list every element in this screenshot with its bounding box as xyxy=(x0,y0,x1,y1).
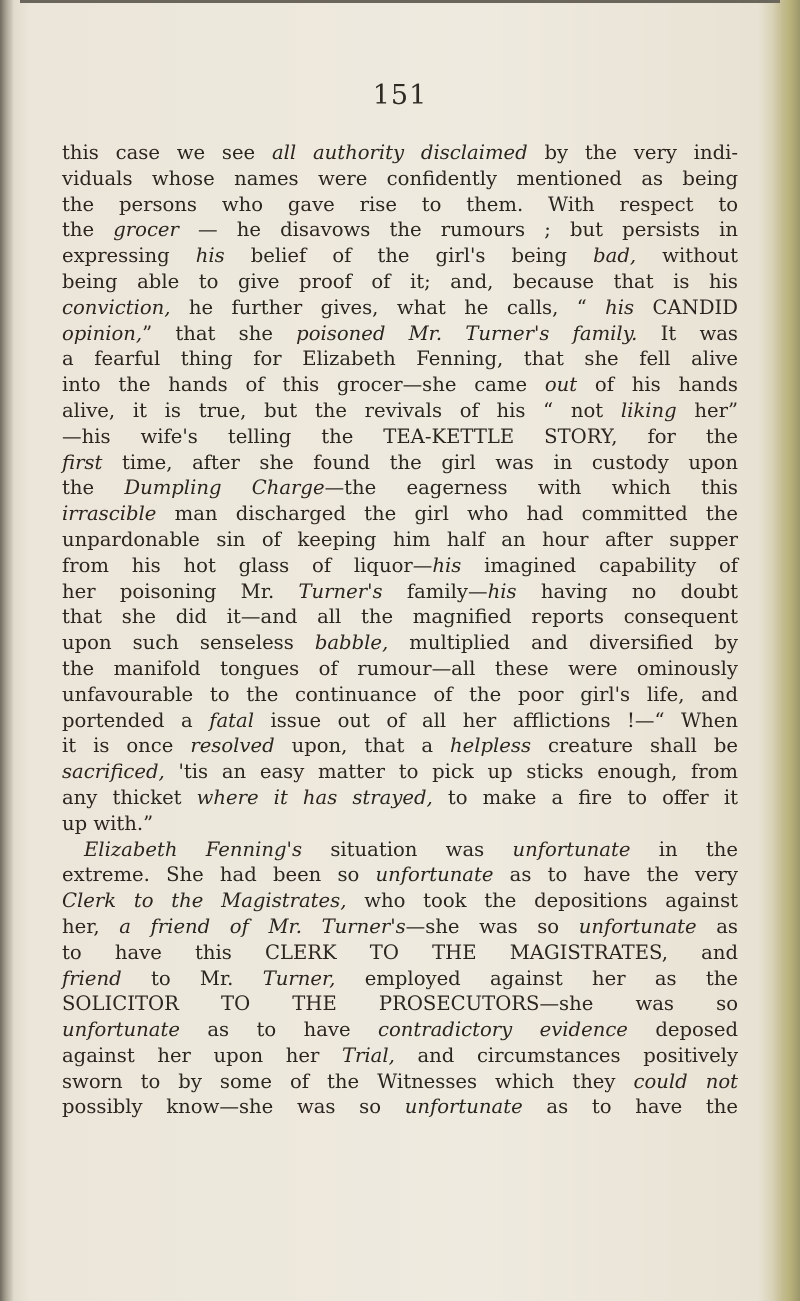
text-line xyxy=(62,424,738,450)
text-segment: any thicket xyxy=(62,785,197,809)
text-line xyxy=(62,140,738,166)
text-line xyxy=(62,1069,738,1095)
text-segment: as to have xyxy=(179,1018,378,1042)
text-line xyxy=(62,217,738,243)
text-segment: the xyxy=(62,476,125,500)
text-segment: from his hot glass of liquor— xyxy=(62,553,433,577)
text-segment: — he disavows the rumours ; but persists in xyxy=(178,218,738,242)
text-segment: SOLICITOR TO THE PROSECUTORS—she was so xyxy=(62,992,738,1016)
text-line xyxy=(62,708,738,734)
italic-text: friend xyxy=(62,966,122,990)
text-line xyxy=(62,295,738,321)
italic-text: unfortunate xyxy=(404,1095,523,1119)
text-segment: alive, it is true, but the revivals of his “ not xyxy=(62,398,621,422)
text-segment: sworn to by some of the Witnesses which they xyxy=(62,1069,634,1093)
text-segment: issue out of all her afflictions !—“ When xyxy=(253,708,738,732)
text-segment: CANDID xyxy=(634,295,738,319)
text-segment: unfavourable to the continuance of the poor girl's life, and xyxy=(62,682,738,706)
text-segment: to Mr. xyxy=(121,966,263,990)
text-line xyxy=(62,604,738,630)
text-segment: —she was so xyxy=(405,914,579,938)
text-line xyxy=(62,1094,738,1120)
text-segment: the persons who gave rise to them. With respect to xyxy=(62,192,738,216)
italic-text: first xyxy=(62,450,103,474)
text-segment: having no doubt xyxy=(516,579,738,603)
text-line xyxy=(62,346,738,372)
italic-text: unfortunate xyxy=(512,837,631,861)
text-segment: the xyxy=(62,218,114,242)
text-line xyxy=(62,733,738,759)
text-line xyxy=(62,501,738,527)
text-line xyxy=(62,166,738,192)
italic-text: grocer xyxy=(113,218,179,242)
text-line xyxy=(62,321,738,347)
italic-text: Dumpling Charge xyxy=(124,476,325,500)
text-segment: in the xyxy=(630,837,739,861)
text-segment: without xyxy=(636,244,738,268)
text-segment: being able to give proof of it; and, because that is his xyxy=(62,269,738,293)
text-segment: as to have the very xyxy=(493,863,738,887)
text-segment: expressing xyxy=(62,244,196,268)
text-segment: her poisoning Mr. xyxy=(62,579,299,603)
text-line xyxy=(62,192,738,218)
italic-text: unfortunate xyxy=(375,863,494,887)
italic-text: out xyxy=(544,373,578,397)
text-line xyxy=(62,1017,738,1043)
text-segment: he further gives, what he calls, “ xyxy=(170,295,606,319)
text-segment: viduals whose names were confidently mentioned as being xyxy=(62,166,738,190)
text-segment: her, xyxy=(62,914,120,938)
text-segment: into the hands of this grocer—she came xyxy=(62,373,545,397)
text-segment: possibly know—she was so xyxy=(62,1095,405,1119)
text-segment: by the very indi- xyxy=(527,141,738,164)
text-segment: deposed xyxy=(627,1018,738,1042)
text-segment: situation was xyxy=(302,837,513,861)
text-segment: extreme. She had been so xyxy=(62,863,376,887)
text-segment: multiplied and diversified by xyxy=(388,631,738,655)
italic-text: Elizabeth Fenning's xyxy=(84,837,303,861)
text-segment: time, after she found the girl was in custody upon xyxy=(102,450,738,474)
text-segment: —the eagerness with which this xyxy=(324,476,738,500)
italic-text: bad, xyxy=(593,244,637,268)
body-text xyxy=(62,140,738,1120)
page-edge xyxy=(758,0,800,1301)
text-line xyxy=(62,1043,738,1069)
text-line xyxy=(62,682,738,708)
italic-text: all authority disclaimed xyxy=(271,141,528,164)
text-line xyxy=(62,475,738,501)
text-line xyxy=(62,450,738,476)
italic-text: his xyxy=(195,244,225,268)
italic-text: sacrificed, xyxy=(62,760,165,784)
text-line xyxy=(62,656,738,682)
text-segment: that she did it—and all the magnified reports consequent xyxy=(62,605,738,629)
text-line xyxy=(62,630,738,656)
text-segment: as to have the xyxy=(522,1095,738,1119)
text-line xyxy=(62,269,738,295)
top-rule xyxy=(20,0,780,3)
italic-text: Turner's xyxy=(298,579,383,603)
binding-shadow xyxy=(0,0,14,1301)
text-line xyxy=(62,940,738,966)
text-segment: family— xyxy=(382,579,488,603)
italic-text: Clerk to the Magistrates, xyxy=(62,889,347,913)
text-segment: imagined capability of xyxy=(461,553,739,577)
italic-text: conviction, xyxy=(62,295,171,319)
text-line xyxy=(62,837,738,863)
italic-text: his xyxy=(605,295,635,319)
text-segment: as xyxy=(696,914,738,938)
italic-text: his xyxy=(432,553,462,577)
text-segment: of his hands xyxy=(577,373,738,397)
italic-text: resolved xyxy=(190,734,275,758)
text-line xyxy=(62,914,738,940)
text-segment: it is once xyxy=(62,734,191,758)
text-line xyxy=(62,372,738,398)
text-segment: to have this CLERK TO THE MAGISTRATES, and xyxy=(62,940,738,964)
italic-text: his xyxy=(487,579,517,603)
italic-text: contradictory evidence xyxy=(378,1018,628,1042)
text-segment: unpardonable sin of keeping him half an hour after supper xyxy=(62,527,738,551)
text-line xyxy=(62,398,738,424)
text-segment: 'tis an easy matter to pick up sticks enough, from xyxy=(164,760,738,784)
text-segment: to make a fire to offer it xyxy=(432,785,739,809)
italic-text: where it has strayed, xyxy=(196,785,433,809)
text-line xyxy=(62,966,738,992)
text-segment: a fearful thing for Elizabeth Fenning, that she fell alive xyxy=(62,347,738,371)
italic-text: unfortunate xyxy=(62,1018,180,1042)
italic-text: poisoned Mr. Turner's family. xyxy=(296,321,638,345)
text-segment: employed against her as the xyxy=(335,966,738,990)
italic-text: unfortunate xyxy=(578,914,697,938)
text-segment: ” that she xyxy=(142,321,297,345)
text-segment: the manifold tongues of rumour—all these were ominously xyxy=(62,656,738,680)
text-segment: upon, that a xyxy=(274,734,450,758)
text-line xyxy=(62,991,738,1017)
text-line xyxy=(62,553,738,579)
text-segment: man discharged the girl who had committed the xyxy=(156,502,738,526)
italic-text: a friend of Mr. Turner's xyxy=(119,914,406,938)
text-line xyxy=(62,527,738,553)
text-line xyxy=(62,811,738,837)
italic-text: helpless xyxy=(450,734,531,758)
text-segment: up with.” xyxy=(62,811,154,835)
text-segment: upon such senseless xyxy=(62,631,315,655)
text-line xyxy=(62,785,738,811)
italic-text: Trial, xyxy=(341,1043,395,1067)
text-segment: portended a xyxy=(62,708,210,732)
text-segment: who took the depositions against xyxy=(346,889,739,913)
text-segment: belief of the girl's being xyxy=(224,244,594,268)
page-number: 151 xyxy=(372,80,428,111)
italic-text: could not xyxy=(633,1069,739,1093)
text-segment: and circumstances positively xyxy=(394,1043,739,1067)
italic-text: irrascible xyxy=(62,502,157,526)
text-segment: It was xyxy=(637,321,738,345)
text-line xyxy=(62,243,738,269)
text-line xyxy=(62,579,738,605)
text-segment: —his wife's telling the TEA-KETTLE STORY, for the xyxy=(62,424,738,448)
italic-text: liking xyxy=(620,398,677,422)
text-segment: her” xyxy=(676,398,738,422)
text-line xyxy=(62,862,738,888)
text-line xyxy=(62,759,738,785)
text-line xyxy=(62,888,738,914)
italic-text: babble, xyxy=(314,631,389,655)
text-segment: against her upon her xyxy=(62,1043,342,1067)
text-segment: this case we see xyxy=(62,141,272,164)
text-segment: creature shall be xyxy=(531,734,738,758)
italic-text: fatal xyxy=(209,708,254,732)
italic-text: Turner, xyxy=(262,966,336,990)
italic-text: opinion, xyxy=(62,321,143,345)
